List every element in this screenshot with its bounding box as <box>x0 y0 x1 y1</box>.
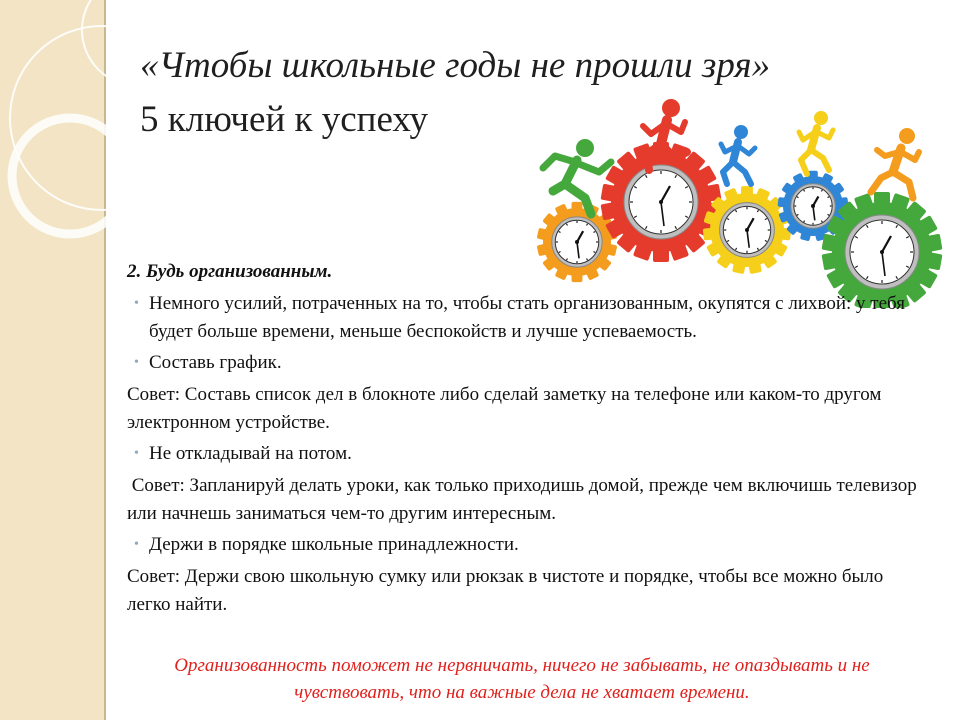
slide-subtitle: 5 ключей к успеху <box>140 99 428 140</box>
bullet-item <box>127 349 917 377</box>
bullet-text: Не откладывай на потом. <box>149 443 352 464</box>
tip-text: Совет: Составь список дел в блокноте либо сделай заметку на телефоне или каком-то другом электронном устройстве. <box>127 384 882 433</box>
closing-statement: Организованность поможет не нервничать, ничего не забывать, не опаздывать и не чувствовать, что на важные дела не хватает времени. <box>174 655 870 703</box>
clock-gear-icon <box>601 142 722 262</box>
bullet-item <box>127 531 917 559</box>
tip-text: Совет: Запланируй делать уроки, как только приходишь домой, прежде чем включишь телевизор или начнешь заниматься чем-то другим интересным. <box>127 475 922 524</box>
bullet-icon: • <box>134 355 139 370</box>
bullet-icon: • <box>134 537 139 552</box>
section-heading: 2. Будь организованным. <box>127 261 333 282</box>
runner-icon <box>871 128 919 198</box>
bullet-text: Держи в порядке школьные принадлежности. <box>149 534 519 555</box>
bullet-item <box>127 440 917 468</box>
slide-body <box>127 258 922 619</box>
bullet-icon: • <box>134 296 139 311</box>
bullet-text: Составь график. <box>149 352 282 373</box>
slide-title: «Чтобы школьные годы не прошли зря» <box>140 45 771 86</box>
bullet-icon: • <box>134 446 139 461</box>
tip-text: Совет: Держи свою школьную сумку или рюкзак в чистоте и порядке, чтобы все можно было легко найти. <box>127 566 884 615</box>
runner-icon <box>799 111 833 174</box>
runner-icon <box>721 125 755 184</box>
bullet-item <box>127 290 917 346</box>
bullet-text: Немного усилий, потраченных на то, чтобы стать организованным, окупятся с лихвой: у тебя будет больше времени, меньше беспокойств и лучше успеваемость. <box>149 293 905 342</box>
